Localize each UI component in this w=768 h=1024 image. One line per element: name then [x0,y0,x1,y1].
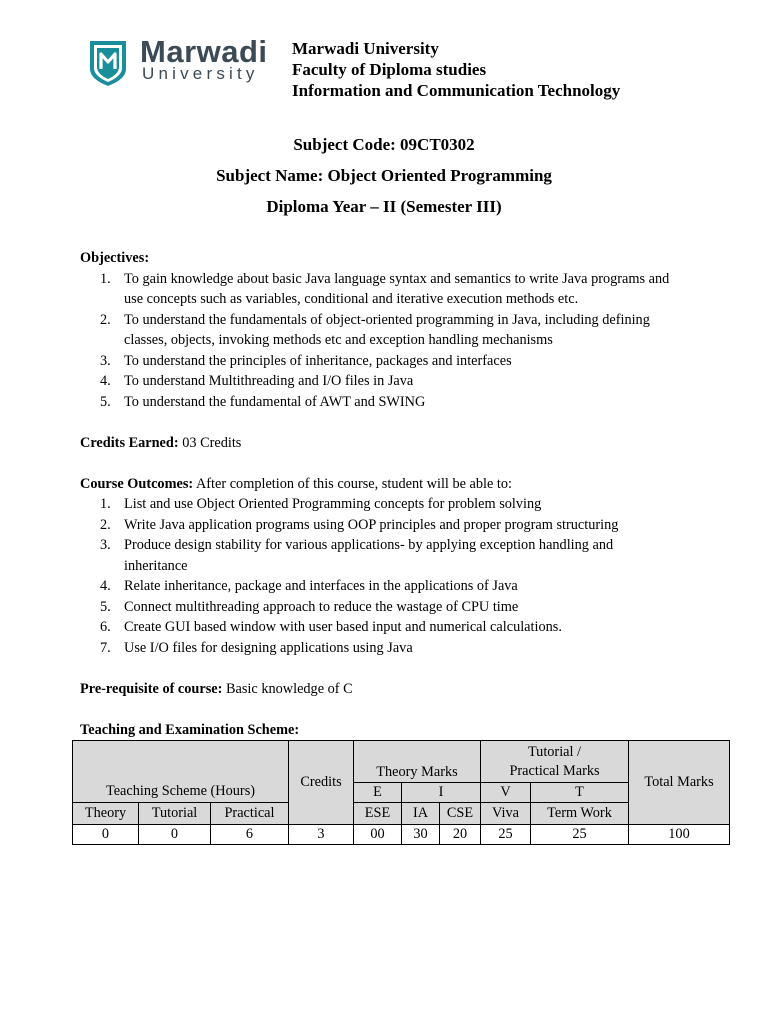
practical-value: 6 [211,825,289,845]
list-item [80,638,730,659]
v-header: V [481,783,531,803]
total-marks-header: Total Marks [629,741,730,825]
credits-line [80,433,730,454]
practical-marks-header-line: Practical Marks [509,762,600,779]
ia-value: 30 [402,825,440,845]
list-item [80,535,730,576]
shield-logo-icon [86,39,130,87]
subject-name: Subject Name: Object Oriented Programming [216,166,552,185]
t-header: T [531,783,629,803]
item-number: 5. [100,393,111,410]
scheme-table-wrapper [72,740,730,845]
term-work-header: Term Work [531,803,629,825]
list-item [80,494,730,515]
diploma-year: Diploma Year – II (Semester III) [266,197,502,216]
total-marks-value: 100 [629,825,730,845]
department-name: Information and Communication Technology [292,81,621,100]
outcomes-line [80,474,730,495]
cse-header: CSE [440,803,481,825]
i-header: I [402,783,481,803]
item-text: To understand the principles of inheritance, packages and interfaces [124,352,512,369]
tutorial-practical-header [481,741,629,783]
practical-header: Practical [211,803,289,825]
e-header: E [354,783,402,803]
item-text: To understand the fundamentals of object-oriented programming in Java, including defining [124,311,650,328]
term-work-value: 25 [531,825,629,845]
document-header [86,34,686,100]
list-item [80,597,730,618]
tutorial-value: 0 [139,825,211,845]
item-text: inheritance [124,557,188,574]
item-text: Produce design stability for various applications- by applying exception handling and [124,537,614,553]
list-item [80,617,730,638]
theory-header: Theory [73,803,139,825]
item-text: classes, objects, invoking methods etc and exception handling mechanisms [124,332,553,348]
item-number: 4. [100,578,111,594]
item-text: Relate inheritance, package and interfaces in the applications of Java [124,578,518,594]
item-number: 1. [100,496,111,512]
item-text: Write Java application programs using OOP principles and proper program structuring [124,516,619,533]
prerequisite-label: Pre-requisite of course: [80,680,223,697]
logo-word-university: University [142,64,259,83]
item-number: 7. [100,639,111,656]
table-row [73,825,730,845]
theory-marks-header: Theory Marks [354,741,481,783]
institution-block [292,38,620,101]
university-name: Marwadi University [292,39,439,58]
list-item [80,351,730,372]
theory-value: 0 [73,825,139,845]
university-logo [86,34,276,88]
faculty-name: Faculty of Diploma studies [292,60,487,79]
tutorial-header-line: Tutorial / [527,743,582,760]
cse-value: 20 [440,825,481,845]
credits-value-cell: 3 [289,825,354,845]
credits-label: Credits Earned: [80,434,179,451]
list-item [80,392,730,413]
logo-word-marwadi: Marwadi [140,34,268,69]
ia-header: IA [402,803,440,825]
item-text: use concepts such as variables, conditional and iterative execution methods etc. [124,291,579,307]
item-text: To understand Multithreading and I/O files in Java [124,373,414,389]
item-number: 3. [100,537,111,553]
viva-value: 25 [481,825,531,845]
outcomes-list [80,494,730,658]
tutorial-header: Tutorial [139,803,211,825]
prerequisite-line [80,679,730,700]
objectives-heading: Objectives: [80,250,150,266]
item-text: Create GUI based window with user based input and numerical calculations. [124,619,562,635]
objectives-list [80,269,730,413]
scheme-table [72,740,730,845]
item-text: To understand the fundamental of AWT and SWING [124,393,426,410]
subject-titles [0,134,768,227]
credits-header: Credits [289,741,354,825]
list-item [80,269,730,310]
list-item [80,310,730,351]
teaching-scheme-header: Teaching Scheme (Hours) [73,741,289,803]
item-number: 3. [100,352,111,369]
prerequisite-value: Basic knowledge of C [225,680,353,697]
item-text: Connect multithreading approach to reduce the wastage of CPU time [124,598,519,615]
outcomes-label: Course Outcomes: [80,475,194,492]
item-text: List and use Object Oriented Programming concepts for problem solving [124,496,542,512]
item-number: 2. [100,516,111,533]
outcomes-intro: After completion of this course, student will be able to: [195,475,513,492]
item-text: To gain knowledge about basic Java language syntax and semantics to write Java programs and [124,270,670,287]
credits-value: 03 Credits [182,434,242,451]
ese-header: ESE [354,803,402,825]
subject-code: Subject Code: 09CT0302 [293,135,475,154]
viva-header: Viva [481,803,531,825]
list-item [80,515,730,536]
list-item [80,371,730,392]
document-body [80,248,730,740]
item-number: 4. [100,373,111,389]
scheme-heading: Teaching and Examination Scheme: [80,721,300,738]
item-number: 1. [100,270,111,287]
item-number: 5. [100,598,111,615]
item-text: Use I/O files for designing applications using Java [124,639,413,656]
ese-value: 00 [354,825,402,845]
item-number: 6. [100,619,111,635]
list-item [80,576,730,597]
table-row [73,741,730,783]
item-number: 2. [100,311,111,328]
